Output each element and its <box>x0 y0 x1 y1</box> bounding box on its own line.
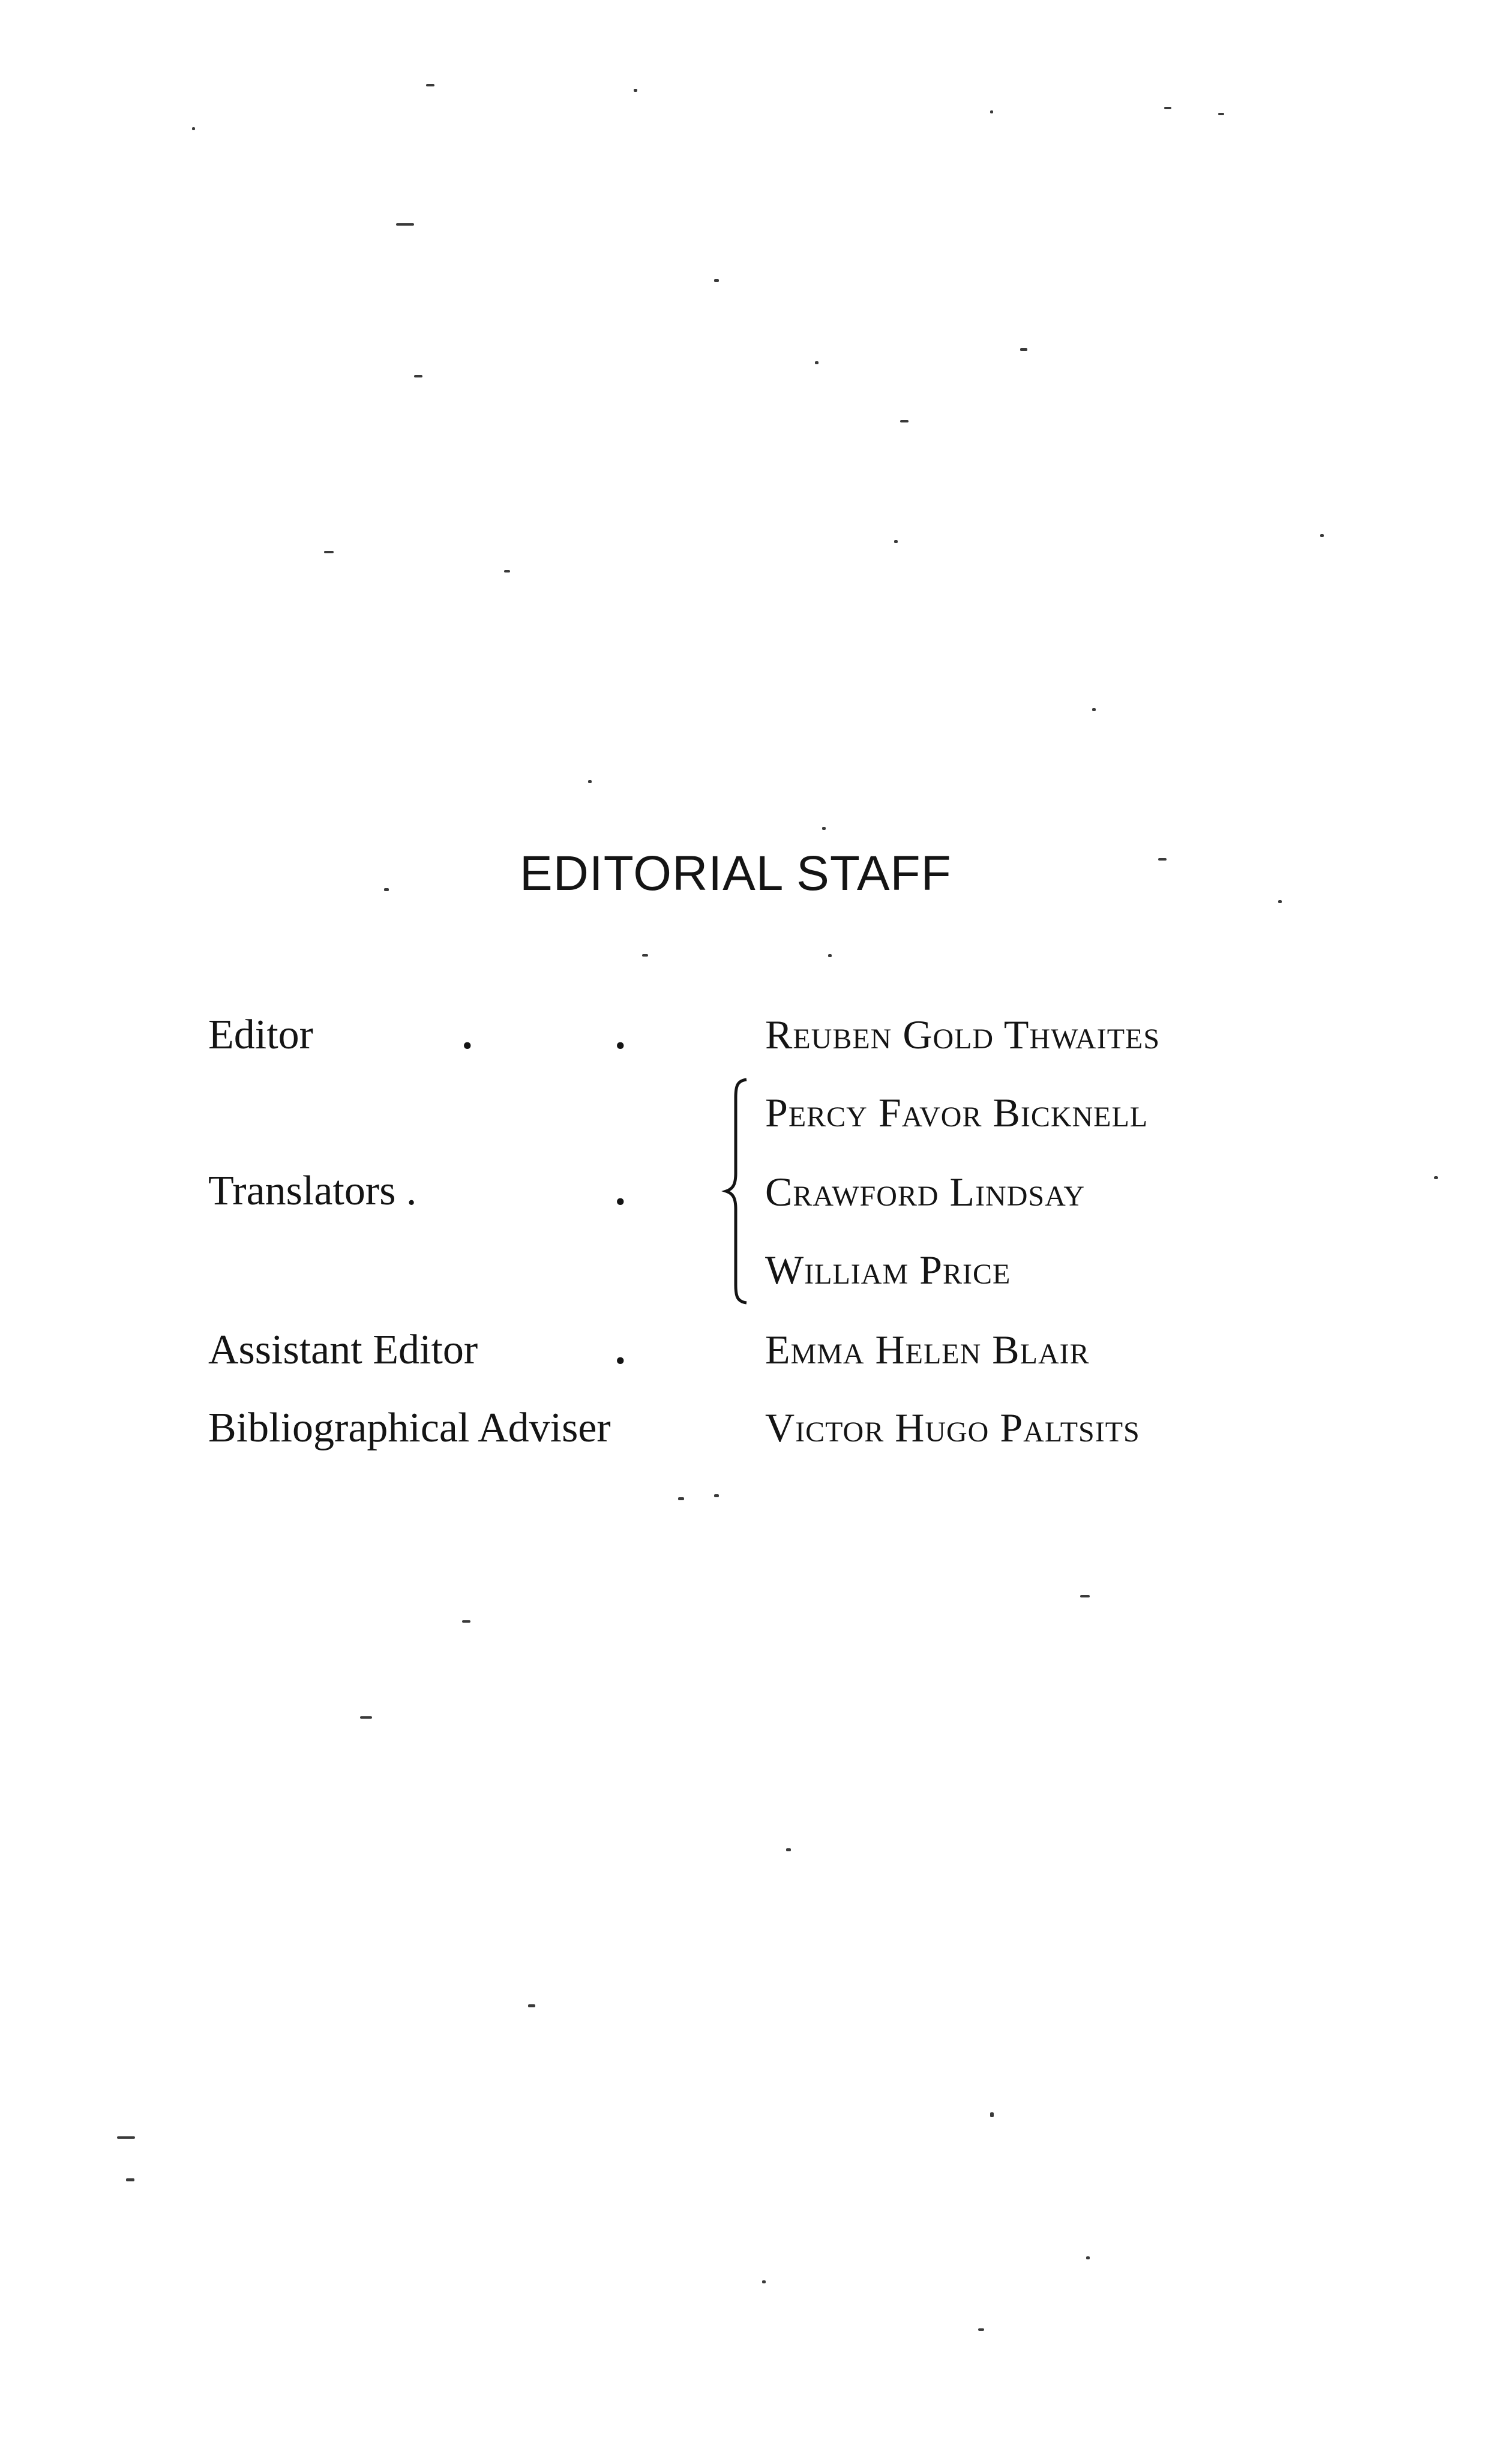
role-label-editor: Editor <box>208 1012 313 1058</box>
page-title: EDITORIAL STAFF <box>520 846 952 901</box>
curly-brace-icon <box>720 1077 756 1305</box>
name-translator: Crawford Lindsay <box>765 1169 1086 1215</box>
name-translator: Percy Favor Bicknell <box>765 1090 1149 1135</box>
name-assistant-editor: Emma Helen Blair <box>765 1327 1090 1372</box>
leader-dot: . <box>615 1012 626 1058</box>
name-translator: William Price <box>765 1247 1011 1293</box>
role-label-assistant-editor: Assistant Editor <box>208 1327 478 1373</box>
leader-dot: . <box>615 1327 626 1373</box>
role-label-translators: Translators . <box>208 1168 417 1214</box>
role-label-bibliographical-adviser: Bibliographical Adviser <box>208 1405 611 1451</box>
name-bibliographical-adviser: Victor Hugo Paltsits <box>765 1405 1140 1450</box>
name-editor: Reuben Gold Thwaites <box>765 1012 1161 1057</box>
leader-dot: . <box>615 1168 626 1214</box>
leader-dot: . <box>462 1012 473 1058</box>
